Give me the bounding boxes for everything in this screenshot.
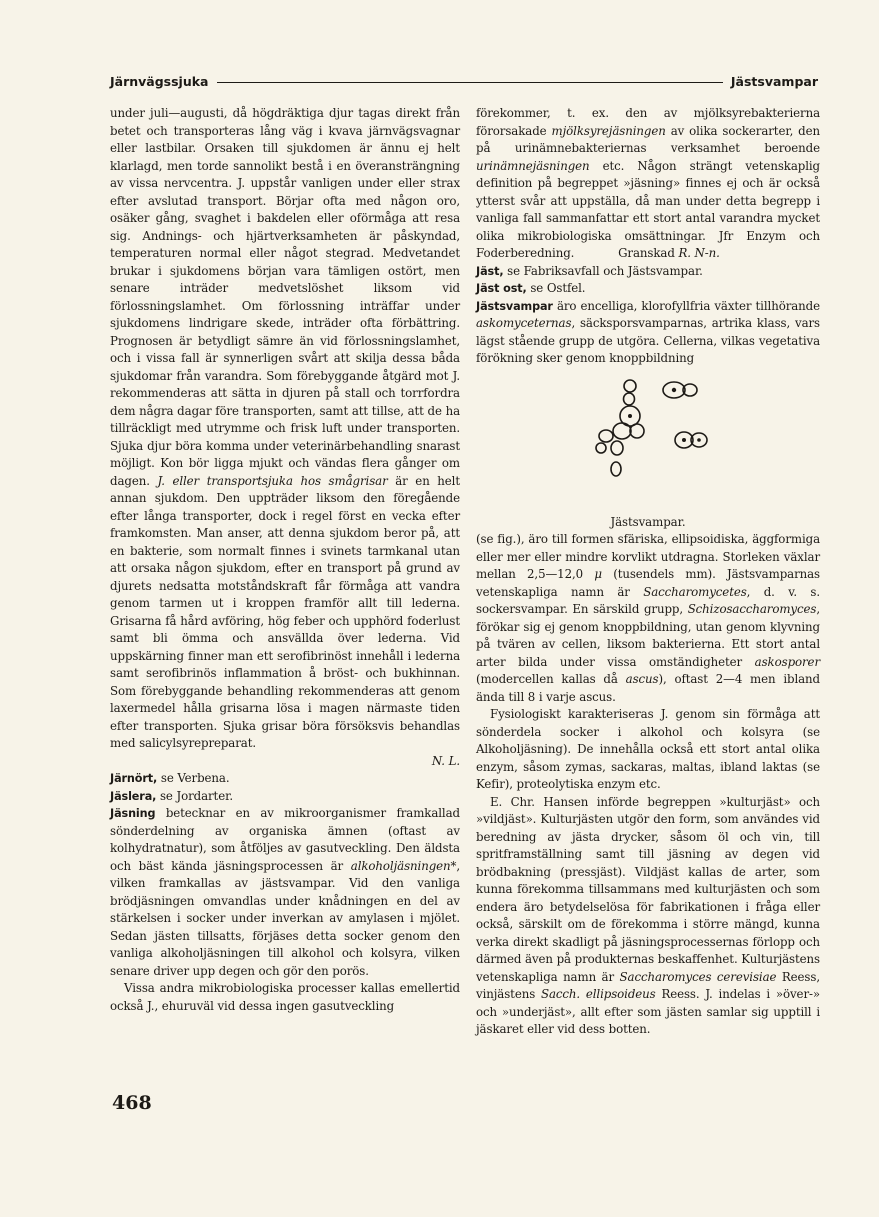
entry-jaslera: Jäslera, se Jordarter. — [110, 788, 233, 803]
header-left-keyword: Järnvägssjuka — [110, 73, 209, 89]
paragraph-jarnvagssjuka: under juli—augusti, då högdräktiga djur tagas direkt från betet och transporteras lång väg i kvava järnvägsvagnar eller lastbilar. Orsaken till sjukdomen är ännu ej helt klarlagd, men torde sannolikt bestå i en överansträngning av vissa nervcentra. J. uppstår vanligen under eller strax efter avslutad transport. Börjar ofta med någon oro, osäker gång, svaghet i bakdelen eller oförmåga att resa sig. Andnings- och hjärtverksamheten är påskyndad, temperaturen normal eller något stegrad. Medvetandet brukar i sjukdomens början vara tämligen ostört, men senare inträder medvetslöshet liksom vid förlossningslamhet. Om förlossning inträffar under sjukdomens lindrigare skede, inträder ofta förbättring. Prognosen är betydligt sämre än vid förlossningslamhet, och i vissa fall är synnerligen svårt att skilja dessa båda sjukdomar från varandra. Som förebyggande åtgärd mot J. rekommenderas att sätta in djuren på stall och torrfordra dem några dagar före transporten, samt att tillse, att de ha tillräckligt med utrymme och frisk luft under transporten. Sjuka djur böra komma under veterinärbehandling snarast möjligt. Kon bör ligga mjukt och vändas flera gånger om dagen. J. eller transportsjuka hos smågrisar är en helt annan sjukdom. Den uppträder liksom den föregående efter långa transporter, dock i regel först en vecka efter framkomsten. Man anser, att denna sjukdom beror på, att en bakterie, som normalt finnes i svinets tarmkanal utan att orsaka någon sjukdom, efter en transport på grund av djurets nedsatta motståndskraft får förmåga att vandra genom tarmen ut i kroppen framför allt till lederna. Grisarna få hård avföring, hög feber och upphörd foderlust samt bli ömma och ansvällda över lederna. Vid uppskärning finner man ett serofibrinöst innehåll i lederna samt serofibrinös inflammation å bröst- och bukhinnan. Som förebyggande behandling rekommenderas att genom laxermedel hålla grisarna lösa i magen närmaste tiden efter transporten. Sjuka grisar böra försöksvis behandlas med salicylsyrepreparat. — [110, 106, 460, 750]
running-header — [110, 70, 818, 92]
entry-jast-ost: Jäst ost, se Ostfel. — [476, 281, 586, 295]
yeast-cells-illustration — [584, 376, 714, 506]
italic-ref: J. eller transportsjuka hos smågrisar — [157, 473, 388, 488]
figure-caption: Jästsvampar. — [610, 514, 686, 529]
signature-rnn: R. N-n. — [678, 246, 720, 260]
entry-jastsvampar: Jästsvampar äro encelliga, klorofyllfria växter tillhörande askomyceternas, säcksporsvamparnas, artrika klass, vars lägst stående grupp de utgöra. Cellerna, vilkas vegetativa förökning sker genom knoppbildning — [476, 298, 821, 365]
entry-jarnort: Järnört, se Verbena. — [110, 771, 230, 785]
headword-jaslera: Jäslera, — [110, 789, 157, 803]
yeast-figure — [476, 372, 820, 512]
signature-nl: N. L. — [431, 753, 460, 768]
headword-jastsvampar: Jästsvampar — [476, 299, 553, 313]
right-column — [476, 105, 820, 1039]
paragraph-jastsvampar-2: (se fig.), äro till formen sfäriska, ellipsoidiska, äggformiga eller mer eller mindre korvlikt utdragna. Storleken växlar mellan 2,5—12,0 μ (tusendels mm). Jästsvamparnas vetenskapliga namn är Saccharomycetes, d. v. s. sockersvampar. En särskild grupp, Schizosaccharomyces, förökar sig ej genom knoppbildning, utan genom klyvning på tvären av cellen, liksom bakterierna. Ett stort antal arter bilda under vissa omständigheter askosporer (modercellen kallas då ascus), oftast 2—4 men ibland ända till 8 i varje ascus. — [476, 532, 821, 704]
left-column — [110, 105, 460, 1015]
entry-jasning: Jäsning betecknar en av mikroorganismer framkallad sönderdelning av organiska ämnen (oftast av kolhydratnatur), som åtföljes av gasutveckling. Den äldsta och bäst kända jäsningsprocessen är alkoholjäsningen*, vilken framkallas av jästsvampar. Vid den vanliga brödjäsningen omvandlas under knådningen en del av stärkelsen i socker under inverkan av amylasen i mjölet. Sedan jästen tillsatts, förjäses detta socker genom den vanliga alkoholjäsningen till alkohol och kolsyra, vilken senare driver upp degen och gör den porös. — [110, 806, 460, 978]
page-number: 468 — [112, 1092, 152, 1114]
headword-jast: Jäst, — [476, 264, 504, 278]
paragraph-fysiologiskt: Fysiologiskt karakteriseras J. genom sin förmåga att sönderdela socker i alkohol och kolsyra (se Alkoholjäsning). De innehålla också ett stort antal olika enzym, såsom zymas, sackaras, maltas, ibland laktas (se Kefir), proteolytiska enzym etc. — [476, 707, 820, 791]
header-right-keyword: Jästsvampar — [730, 73, 818, 89]
paragraph-jasning-2: Vissa andra mikrobiologiska processer kallas emellertid också J., ehuruväl vid dessa ingen gasutveckling — [110, 981, 460, 1013]
headword-jasning: Jäsning — [110, 807, 156, 820]
entry-jast: Jäst, se Fabriksavfall och Jästsvampar. — [476, 263, 703, 278]
paragraph-jasning-cont: förekommer, t. ex. den av mjölksyrebakteriernа förorsakade mjölksyrejäsningen av olika sockerarter, den på urinämnebakteriernas verksamhet beroende urinämnejäsningen etc. Någon strängt vetenskaplig definition på begreppet »jäsning» finnes ej och är också ytterst svår att uppställa, då man under detta begrepp i vanliga fall sammanfattar ett stort antal varandra mycket olika mikrobiologiska omsättningar. Jfr Enzym och Foderberedning. Granskad R. N-n. — [476, 106, 821, 260]
paragraph-hansen: E. Chr. Hansen införde begreppen »kulturjäst» och »vildjäst». Kulturjästen utgör den form, som användes vid beredning av jästa drycker, såsom öl och vin, till spritframställning samt till jäsning av degen vid brödbakning (pressjäst). Vildjäst kallas de arter, som kunna förekomma tillsammans med kulturjästen och som endera äro betydelselösa för fabrikationen i fråga eller också, särskilt om de förekomma i större mängd, kunna verka direkt skadligt på jäsningsprocessernas förlopp och därmed även på produkternas beskaffenhet. Kulturjästens vetenskapliga namn är Saccharomyces cerevisiae Reess, vinjästens Sacch. ellipsoideus Reess. J. indelas i »över-» och »underjäst», allt efter som jästen samlar sig upptill i jäskaret eller vid dess botten. — [476, 794, 820, 1036]
headword-jast-ost: Jäst ost, — [476, 282, 527, 295]
header-rule — [217, 82, 723, 83]
headword-jarnort: Järnört, — [110, 772, 158, 785]
